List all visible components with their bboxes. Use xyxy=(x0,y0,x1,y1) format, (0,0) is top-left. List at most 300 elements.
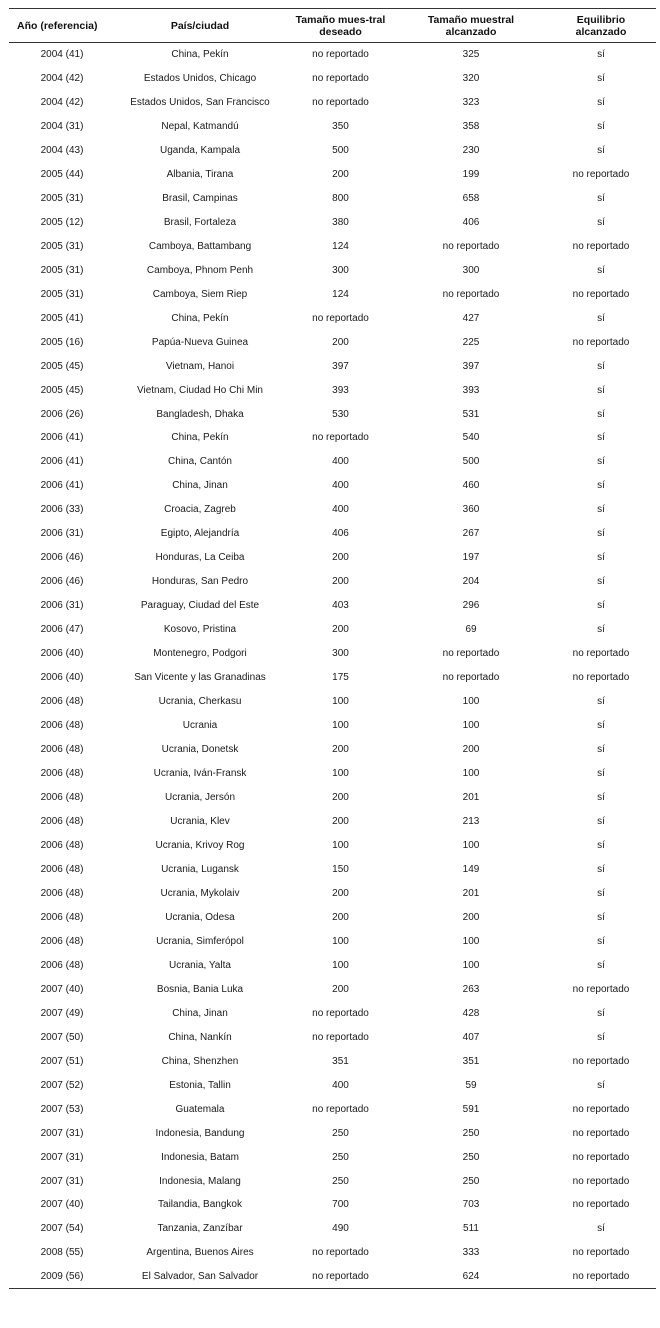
cell-balance: sí xyxy=(597,480,605,492)
cell-place: China, Cantón xyxy=(168,456,232,468)
cell-place: Camboya, Siem Riep xyxy=(152,288,248,300)
cell-balance: no reportado xyxy=(572,288,630,300)
cell-balance: sí xyxy=(597,1031,605,1043)
cell-balance: sí xyxy=(597,911,605,923)
cell-achieved-size: no reportado xyxy=(442,648,500,660)
table-row xyxy=(9,162,656,186)
table-row xyxy=(9,402,656,426)
cell-place: Estonia, Tallin xyxy=(169,1079,231,1091)
cell-balance: no reportado xyxy=(572,1271,630,1283)
table-row xyxy=(9,210,656,234)
cell-year: 2006 (31) xyxy=(40,600,84,612)
table-row xyxy=(9,690,656,714)
cell-achieved-size: 230 xyxy=(462,144,480,156)
cell-place: Croacia, Zagreb xyxy=(164,504,236,516)
table-row xyxy=(9,762,656,786)
table-row xyxy=(9,186,656,210)
cell-place: Ucrania, Lugansk xyxy=(161,863,239,875)
cell-year: 2009 (56) xyxy=(40,1271,84,1283)
table-row xyxy=(9,66,656,90)
cell-balance: no reportado xyxy=(572,1127,630,1139)
cell-balance: sí xyxy=(597,600,605,612)
cell-balance: sí xyxy=(597,815,605,827)
cell-balance: sí xyxy=(597,887,605,899)
cell-balance: sí xyxy=(597,456,605,468)
cell-balance: no reportado xyxy=(572,1247,630,1259)
cell-desired-size: 397 xyxy=(332,360,349,372)
cell-year: 2006 (48) xyxy=(40,959,84,971)
cell-year: 2006 (46) xyxy=(40,576,84,588)
cell-desired-size: 200 xyxy=(332,168,349,180)
cell-place: Ucrania, Yalta xyxy=(169,959,231,971)
cell-balance: sí xyxy=(597,576,605,588)
cell-year: 2006 (48) xyxy=(40,744,84,756)
table-row xyxy=(9,1073,656,1097)
cell-balance: sí xyxy=(597,216,605,228)
cell-balance: sí xyxy=(597,552,605,564)
table-row xyxy=(9,1001,656,1025)
cell-place: Papúa-Nueva Guinea xyxy=(151,336,249,348)
cell-desired-size: no reportado xyxy=(312,1271,369,1283)
cell-achieved-size: 333 xyxy=(462,1247,480,1259)
cell-balance: sí xyxy=(597,768,605,780)
table-row xyxy=(9,977,656,1001)
cell-desired-size: no reportado xyxy=(312,1247,369,1259)
cell-year: 2006 (48) xyxy=(40,792,84,804)
cell-achieved-size: 703 xyxy=(462,1199,480,1211)
cell-year: 2007 (54) xyxy=(40,1223,84,1235)
cell-desired-size: 100 xyxy=(332,720,349,732)
cell-desired-size: 393 xyxy=(332,384,349,396)
table-row xyxy=(9,1049,656,1073)
cell-place: Montenegro, Podgori xyxy=(153,648,247,660)
cell-balance: sí xyxy=(597,1079,605,1091)
cell-desired-size: no reportado xyxy=(312,96,369,108)
cell-place: Honduras, San Pedro xyxy=(151,576,249,588)
cell-year: 2006 (48) xyxy=(40,839,84,851)
cell-place: Albania, Tirana xyxy=(166,168,234,180)
cell-desired-size: 175 xyxy=(332,672,349,684)
cell-year: 2004 (42) xyxy=(40,96,84,108)
cell-year: 2006 (40) xyxy=(40,672,84,684)
cell-balance: sí xyxy=(597,528,605,540)
cell-balance: no reportado xyxy=(572,672,630,684)
cell-achieved-size: 100 xyxy=(462,959,480,971)
table-row xyxy=(9,1241,656,1265)
cell-balance: sí xyxy=(597,720,605,732)
cell-desired-size: 150 xyxy=(332,863,349,875)
cell-balance: sí xyxy=(597,96,605,108)
header-desired-size: Tamaño mues-tral deseado xyxy=(295,13,386,38)
cell-achieved-size: 100 xyxy=(462,935,480,947)
cell-desired-size: 403 xyxy=(332,600,349,612)
cell-balance: sí xyxy=(597,959,605,971)
cell-year: 2005 (12) xyxy=(40,216,84,228)
cell-place: Uganda, Kampala xyxy=(159,144,241,156)
cell-year: 2006 (48) xyxy=(40,720,84,732)
cell-achieved-size: 460 xyxy=(462,480,480,492)
cell-desired-size: 406 xyxy=(332,528,349,540)
cell-achieved-size: 263 xyxy=(462,983,480,995)
cell-desired-size: 300 xyxy=(332,264,349,276)
table-row xyxy=(9,90,656,114)
cell-balance: sí xyxy=(597,792,605,804)
cell-balance: no reportado xyxy=(572,648,630,660)
header-achieved-size: Tamaño muestral alcanzado xyxy=(427,13,515,38)
cell-balance: sí xyxy=(597,935,605,947)
cell-balance: no reportado xyxy=(572,336,630,348)
cell-year: 2007 (40) xyxy=(40,983,84,995)
cell-achieved-size: 351 xyxy=(462,1055,480,1067)
cell-desired-size: 250 xyxy=(332,1151,349,1163)
cell-year: 2005 (16) xyxy=(40,336,84,348)
table-row xyxy=(9,282,656,306)
cell-place: Ucrania, Klev xyxy=(170,815,230,827)
cell-achieved-size: 201 xyxy=(462,792,480,804)
cell-achieved-size: 325 xyxy=(462,49,480,61)
table-header xyxy=(9,9,656,43)
cell-desired-size: 250 xyxy=(332,1127,349,1139)
cell-achieved-size: 540 xyxy=(462,432,480,444)
cell-place: Ucrania, Iván-Fransk xyxy=(153,768,247,780)
cell-desired-size: 300 xyxy=(332,648,349,660)
table-row xyxy=(9,450,656,474)
cell-place: Brasil, Campinas xyxy=(162,192,238,204)
cell-year: 2005 (41) xyxy=(40,312,84,324)
cell-place: Bangladesh, Dhaka xyxy=(156,408,244,420)
cell-place: Honduras, La Ceiba xyxy=(155,552,245,564)
cell-desired-size: 200 xyxy=(332,792,349,804)
cell-desired-size: 100 xyxy=(332,768,349,780)
cell-achieved-size: 69 xyxy=(465,624,477,636)
cell-achieved-size: 100 xyxy=(462,696,480,708)
table-row xyxy=(9,1217,656,1241)
table-row xyxy=(9,474,656,498)
cell-place: Brasil, Fortaleza xyxy=(163,216,237,228)
cell-achieved-size: 407 xyxy=(462,1031,480,1043)
table-row xyxy=(9,881,656,905)
cell-achieved-size: 204 xyxy=(462,576,480,588)
cell-balance: no reportado xyxy=(572,1175,630,1187)
table-row xyxy=(9,546,656,570)
cell-achieved-size: no reportado xyxy=(442,240,500,252)
cell-desired-size: 490 xyxy=(332,1223,349,1235)
table-row xyxy=(9,354,656,378)
cell-achieved-size: 591 xyxy=(462,1103,480,1115)
cell-balance: sí xyxy=(597,120,605,132)
cell-balance: sí xyxy=(597,144,605,156)
cell-place: Ucrania, Odesa xyxy=(165,911,235,923)
cell-year: 2007 (50) xyxy=(40,1031,84,1043)
cell-achieved-size: 320 xyxy=(462,72,480,84)
cell-achieved-size: 100 xyxy=(462,839,480,851)
cell-achieved-size: 250 xyxy=(462,1151,480,1163)
header-year: Año (referencia) xyxy=(17,19,98,32)
cell-year: 2006 (48) xyxy=(40,815,84,827)
cell-year: 2007 (31) xyxy=(40,1151,84,1163)
cell-year: 2006 (41) xyxy=(40,432,84,444)
sample-size-table xyxy=(9,8,656,1289)
cell-year: 2006 (48) xyxy=(40,887,84,899)
cell-year: 2006 (48) xyxy=(40,935,84,947)
cell-place: Ucrania, Krivoy Rog xyxy=(155,839,245,851)
cell-desired-size: 200 xyxy=(332,887,349,899)
cell-place: Indonesia, Bandung xyxy=(155,1127,245,1139)
cell-desired-size: no reportado xyxy=(312,1007,369,1019)
cell-balance: no reportado xyxy=(572,1199,630,1211)
header-balance: Equilibrio alcanzado xyxy=(575,13,627,38)
cell-desired-size: 100 xyxy=(332,839,349,851)
table-row xyxy=(9,642,656,666)
cell-place: Ucrania, Donetsk xyxy=(161,744,239,756)
cell-place: China, Pekín xyxy=(171,432,229,444)
cell-year: 2006 (40) xyxy=(40,648,84,660)
cell-achieved-size: 393 xyxy=(462,384,480,396)
cell-place: Argentina, Buenos Aires xyxy=(146,1247,254,1259)
cell-balance: sí xyxy=(597,192,605,204)
cell-place: Ucrania, Cherkasu xyxy=(158,696,242,708)
cell-desired-size: no reportado xyxy=(312,1103,369,1115)
cell-desired-size: 400 xyxy=(332,1079,349,1091)
cell-place: China, Jinan xyxy=(172,1007,228,1019)
cell-year: 2006 (41) xyxy=(40,456,84,468)
cell-balance: no reportado xyxy=(572,240,630,252)
cell-balance: sí xyxy=(597,384,605,396)
table-row xyxy=(9,786,656,810)
cell-desired-size: 200 xyxy=(332,576,349,588)
cell-balance: sí xyxy=(597,264,605,276)
table-row xyxy=(9,426,656,450)
cell-desired-size: 351 xyxy=(332,1055,349,1067)
cell-place: Guatemala xyxy=(175,1103,225,1115)
cell-balance: sí xyxy=(597,312,605,324)
table-row xyxy=(9,1097,656,1121)
table-row xyxy=(9,833,656,857)
cell-desired-size: no reportado xyxy=(312,1031,369,1043)
cell-desired-size: no reportado xyxy=(312,312,369,324)
cell-place: Ucrania, Mykolaiv xyxy=(160,887,240,899)
cell-balance: no reportado xyxy=(572,1151,630,1163)
cell-desired-size: 400 xyxy=(332,504,349,516)
cell-desired-size: 700 xyxy=(332,1199,349,1211)
cell-place: China, Pekín xyxy=(171,312,229,324)
table-row xyxy=(9,618,656,642)
cell-balance: sí xyxy=(597,360,605,372)
cell-desired-size: 500 xyxy=(332,144,349,156)
cell-achieved-size: no reportado xyxy=(442,672,500,684)
cell-year: 2005 (31) xyxy=(40,192,84,204)
cell-year: 2006 (48) xyxy=(40,696,84,708)
cell-place: Tailandia, Bangkok xyxy=(158,1199,242,1211)
table-row xyxy=(9,953,656,977)
cell-achieved-size: 360 xyxy=(462,504,480,516)
cell-desired-size: no reportado xyxy=(312,432,369,444)
cell-desired-size: 200 xyxy=(332,744,349,756)
cell-year: 2007 (52) xyxy=(40,1079,84,1091)
cell-balance: no reportado xyxy=(572,1103,630,1115)
cell-place: San Vicente y las Granadinas xyxy=(134,672,266,684)
cell-desired-size: 200 xyxy=(332,983,349,995)
cell-place: Estados Unidos, Chicago xyxy=(143,72,257,84)
table-row xyxy=(9,714,656,738)
cell-place: Egipto, Alejandría xyxy=(160,528,240,540)
table-row xyxy=(9,114,656,138)
table-row xyxy=(9,857,656,881)
table-row xyxy=(9,43,656,67)
cell-achieved-size: 428 xyxy=(462,1007,480,1019)
cell-desired-size: 250 xyxy=(332,1175,349,1187)
cell-place: Vietnam, Ciudad Ho Chi Min xyxy=(137,384,263,396)
cell-place: Indonesia, Malang xyxy=(159,1175,241,1187)
cell-balance: sí xyxy=(597,624,605,636)
table-row xyxy=(9,738,656,762)
cell-achieved-size: 100 xyxy=(462,720,480,732)
cell-balance: no reportado xyxy=(572,1055,630,1067)
cell-achieved-size: 250 xyxy=(462,1127,480,1139)
cell-place: Nepal, Katmandú xyxy=(161,120,239,132)
cell-balance: sí xyxy=(597,72,605,84)
cell-balance: sí xyxy=(597,696,605,708)
cell-year: 2006 (47) xyxy=(40,624,84,636)
cell-place: China, Shenzhen xyxy=(161,1055,239,1067)
cell-place: Ucrania, Simferópol xyxy=(156,935,244,947)
cell-achieved-size: 199 xyxy=(462,168,480,180)
cell-desired-size: 400 xyxy=(332,480,349,492)
cell-achieved-size: 296 xyxy=(462,600,480,612)
cell-year: 2004 (41) xyxy=(40,49,84,61)
cell-desired-size: 530 xyxy=(332,408,349,420)
cell-desired-size: 200 xyxy=(332,552,349,564)
cell-place: Camboya, Battambang xyxy=(148,240,252,252)
cell-achieved-size: 300 xyxy=(462,264,480,276)
cell-place: Indonesia, Batam xyxy=(161,1151,239,1163)
cell-place: Paraguay, Ciudad del Este xyxy=(140,600,260,612)
cell-achieved-size: 323 xyxy=(462,96,480,108)
cell-year: 2005 (45) xyxy=(40,360,84,372)
cell-desired-size: 124 xyxy=(332,240,349,252)
cell-balance: sí xyxy=(597,504,605,516)
cell-place: Estados Unidos, San Francisco xyxy=(130,96,270,108)
cell-year: 2006 (31) xyxy=(40,528,84,540)
cell-achieved-size: 500 xyxy=(462,456,480,468)
cell-achieved-size: 200 xyxy=(462,911,480,923)
cell-year: 2007 (49) xyxy=(40,1007,84,1019)
cell-place: Ucrania, Jersón xyxy=(164,792,236,804)
cell-achieved-size: 213 xyxy=(462,815,480,827)
table-row xyxy=(9,1169,656,1193)
cell-year: 2005 (31) xyxy=(40,288,84,300)
cell-balance: sí xyxy=(597,1223,605,1235)
table-body xyxy=(9,43,656,1289)
cell-achieved-size: 397 xyxy=(462,360,480,372)
cell-achieved-size: 250 xyxy=(462,1175,480,1187)
table-row xyxy=(9,258,656,282)
table-row xyxy=(9,905,656,929)
cell-achieved-size: 511 xyxy=(463,1223,479,1235)
cell-achieved-size: 100 xyxy=(462,768,480,780)
table-row xyxy=(9,234,656,258)
cell-year: 2006 (41) xyxy=(40,480,84,492)
cell-desired-size: no reportado xyxy=(312,72,369,84)
table-row xyxy=(9,570,656,594)
cell-achieved-size: 200 xyxy=(462,744,480,756)
cell-balance: sí xyxy=(597,49,605,61)
cell-desired-size: 124 xyxy=(332,288,349,300)
cell-year: 2004 (42) xyxy=(40,72,84,84)
cell-achieved-size: 149 xyxy=(462,863,480,875)
cell-place: China, Pekín xyxy=(171,49,229,61)
cell-achieved-size: 267 xyxy=(462,528,480,540)
cell-place: Vietnam, Hanoi xyxy=(165,360,235,372)
cell-achieved-size: 358 xyxy=(462,120,480,132)
table-row xyxy=(9,378,656,402)
cell-achieved-size: 531 xyxy=(462,408,480,420)
table-row xyxy=(9,330,656,354)
table-row xyxy=(9,1193,656,1217)
cell-place: El Salvador, San Salvador xyxy=(141,1271,259,1283)
cell-place: Bosnia, Bania Luka xyxy=(156,983,244,995)
table-row xyxy=(9,666,656,690)
cell-year: 2006 (48) xyxy=(40,863,84,875)
table-row xyxy=(9,1121,656,1145)
cell-achieved-size: 197 xyxy=(462,552,480,564)
data-table-document xyxy=(9,8,656,1289)
cell-place: Ucrania xyxy=(182,720,218,732)
cell-year: 2005 (44) xyxy=(40,168,84,180)
cell-year: 2007 (31) xyxy=(40,1127,84,1139)
cell-achieved-size: 658 xyxy=(462,192,480,204)
cell-achieved-size: 201 xyxy=(462,887,480,899)
cell-achieved-size: 59 xyxy=(465,1079,477,1091)
header-place: País/ciudad xyxy=(170,19,230,32)
cell-achieved-size: 624 xyxy=(462,1271,480,1283)
cell-balance: sí xyxy=(597,744,605,756)
table-row xyxy=(9,1145,656,1169)
header-row xyxy=(9,9,656,43)
table-row xyxy=(9,929,656,953)
cell-year: 2006 (48) xyxy=(40,911,84,923)
cell-year: 2006 (26) xyxy=(40,408,84,420)
cell-balance: sí xyxy=(597,1007,605,1019)
table-row xyxy=(9,306,656,330)
cell-balance: sí xyxy=(597,839,605,851)
cell-desired-size: 200 xyxy=(332,911,349,923)
cell-place: Tanzania, Zanzíbar xyxy=(157,1223,243,1235)
table-row xyxy=(9,1265,656,1289)
cell-place: Kosovo, Pristina xyxy=(163,624,237,636)
cell-desired-size: 200 xyxy=(332,336,349,348)
table-row xyxy=(9,810,656,834)
cell-balance: sí xyxy=(597,863,605,875)
cell-achieved-size: 225 xyxy=(462,336,480,348)
cell-place: China, Jinan xyxy=(172,480,228,492)
cell-balance: sí xyxy=(597,432,605,444)
cell-year: 2008 (55) xyxy=(40,1247,84,1259)
cell-balance: sí xyxy=(597,408,605,420)
cell-balance: no reportado xyxy=(572,983,630,995)
cell-desired-size: 200 xyxy=(332,624,349,636)
cell-desired-size: 380 xyxy=(332,216,349,228)
cell-year: 2005 (31) xyxy=(40,264,84,276)
cell-achieved-size: 406 xyxy=(462,216,480,228)
cell-balance: no reportado xyxy=(572,168,630,180)
cell-place: Camboya, Phnom Penh xyxy=(146,264,254,276)
cell-year: 2004 (31) xyxy=(40,120,84,132)
cell-desired-size: 100 xyxy=(332,935,349,947)
table-row xyxy=(9,594,656,618)
cell-year: 2007 (51) xyxy=(40,1055,84,1067)
cell-year: 2006 (46) xyxy=(40,552,84,564)
